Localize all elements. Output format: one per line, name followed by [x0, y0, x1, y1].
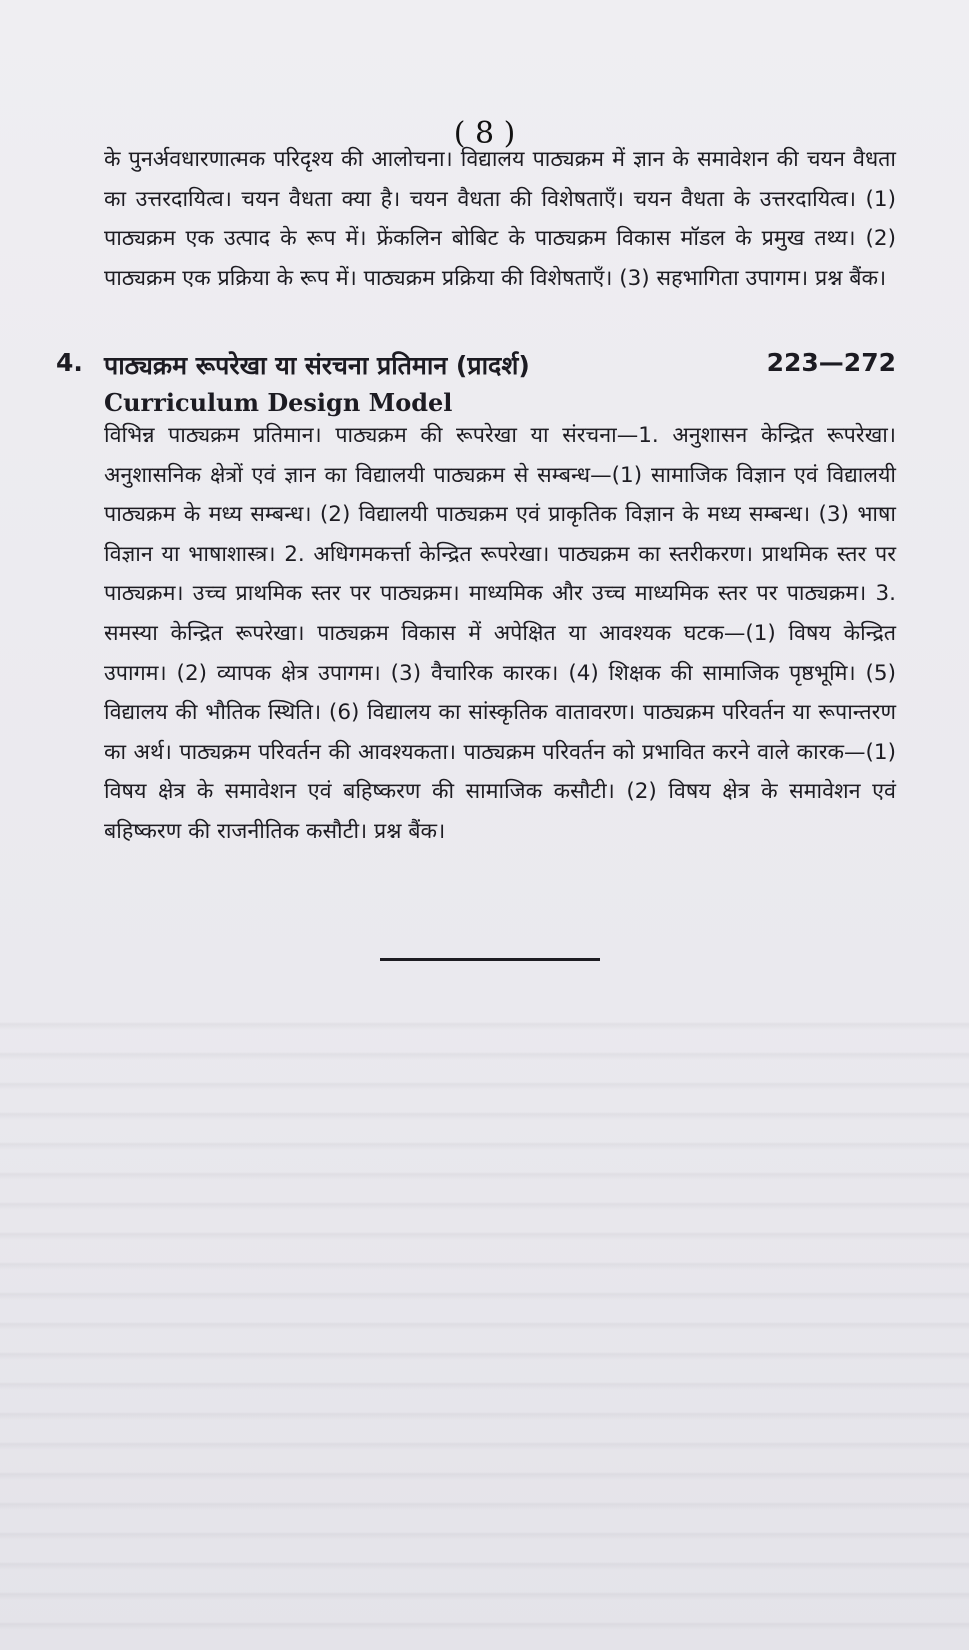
chapter-title-english: Curriculum Design Model — [104, 388, 453, 417]
show-through-text — [0, 1000, 969, 1650]
intro-paragraph: के पुनर्अवधारणात्मक परिदृश्य की आलोचना। विद्यालय पाठ्यक्रम में ज्ञान के समावेशन की चयन वैधता का उत्तरदायित्व। चयन वैधता क्या है। चयन वैधता की विशेषताएँ। चयन वैधता के उत्तरदायित्व। (1) पाठ्यक्रम एक उत्पाद के रूप में। फ्रेंकलिन बोबिट के पाठ्यक्रम विकास मॉडल के प्रमुख तथ्य। (2) पाठ्यक्रम एक प्रक्रिया के रूप में। पाठ्यक्रम प्रक्रिया की विशेषताएँ। (3) सहभागिता उपागम। प्रश्न बैंक। — [104, 147, 896, 291]
chapter-title-hindi: पाठ्यक्रम रूपरेखा या संरचना प्रतिमान (प्रादर्श) — [104, 351, 530, 380]
divider-rule — [380, 958, 600, 961]
page-number: ( 8 ) — [453, 116, 516, 151]
chapter-contents: विभिन्न पाठ्यक्रम प्रतिमान। पाठ्यक्रम की रूपरेखा या संरचना—1. अनुशासन केन्द्रित रूपरेखा। अनुशासनिक क्षेत्रों एवं ज्ञान का विद्यालयी पाठ्यक्रम से सम्बन्ध—(1) सामाजिक विज्ञान एवं विद्यालयी पाठ्यक्रम के मध्य सम्बन्ध। (2) विद्यालयी पाठ्यक्रम एवं प्राकृतिक विज्ञान के मध्य सम्बन्ध। (3) भाषा विज्ञान या भाषाशास्त्र। 2. अधिगमकर्त्ता केन्द्रित रूपरेखा। पाठ्यक्रम का स्तरीकरण। प्राथमिक स्तर पर पाठ्यक्रम। उच्च प्राथमिक स्तर पर पाठ्यक्रम। माध्यमिक और उच्च माध्यमिक स्तर पर पाठ्यक्रम। 3. समस्या केन्द्रित रूपरेखा। पाठ्यक्रम विकास में अपेक्षित या आवश्यक घटक—(1) विषय केन्द्रित उपागम। (2) व्यापक क्षेत्र उपागम। (3) वैचारिक कारक। (4) शिक्षक की सामाजिक पृष्ठभूमि। (5) विद्यालय की भौतिक स्थिति। (6) विद्यालय का सांस्कृतिक वातावरण। पाठ्यक्रम परिवर्तन या रूपान्तरण का अर्थ। पाठ्यक्रम परिवर्तन की आवश्यकता। पाठ्यक्रम परिवर्तन को प्रभावित करने वाले कारक—(1) विषय क्षेत्र के समावेशन एवं बहिष्करण की सामाजिक कसौटी। (2) विषय क्षेत्र के समावेशन एवं बहिष्करण की राजनीतिक कसौटी। प्रश्न बैंक। — [104, 423, 896, 844]
chapter-page-range: 223—272 — [766, 348, 896, 377]
chapter-heading — [56, 348, 896, 392]
chapter-number: 4. — [56, 348, 83, 377]
